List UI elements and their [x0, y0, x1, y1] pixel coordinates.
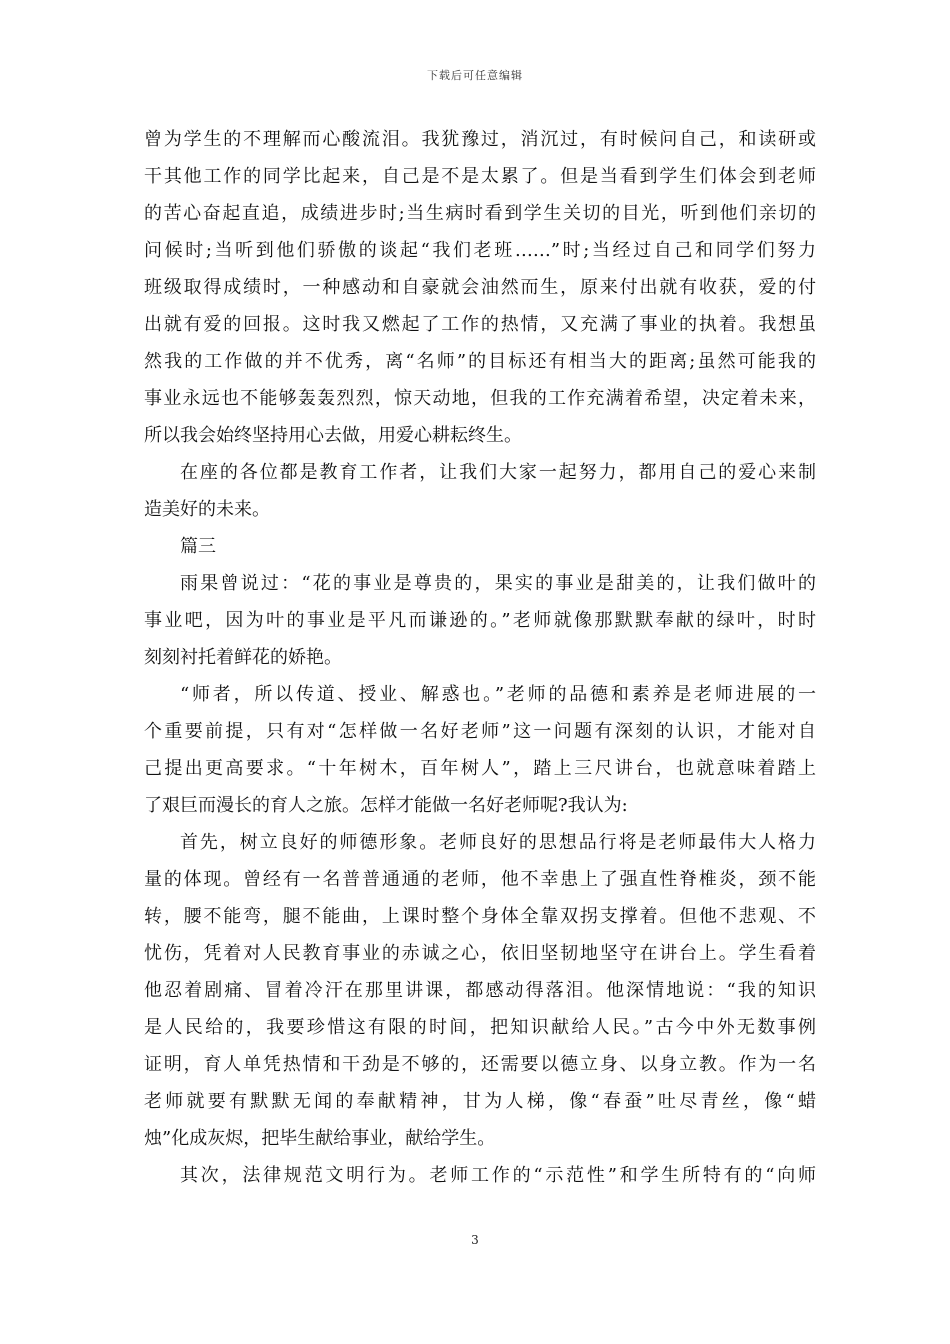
text-line: 问候时;当听到他们骄傲的谈起“我们老班……”时;当经过自己和同学们努力 — [144, 240, 816, 261]
text-line: 首先，树立良好的师德形象。老师良好的思想品行将是老师最伟大人格力 — [180, 832, 816, 853]
text-line: 是人民给的，我要珍惜这有限的时间，把知识献给人民。”古今中外无数事例 — [144, 1017, 816, 1038]
text-line: 证明，育人单凭热情和干劲是不够的，还需要以德立身、以身立教。作为一名 — [144, 1054, 816, 1075]
page-number: 3 — [471, 1233, 479, 1247]
text-line: 刻刻衬托着鲜花的娇艳。 — [144, 647, 342, 668]
text-line: 然我的工作做的并不优秀，离“名师”的目标还有相当大的距离;虽然可能我的 — [144, 351, 816, 372]
text-line: 忧伤，凭着对人民教育事业的赤诚之心，依旧坚韧地坚守在讲台上。学生看着 — [144, 943, 816, 964]
text-line: 干其他工作的同学比起来，自己是不是太累了。但是当看到学生们体会到老师 — [144, 166, 816, 187]
text-line: 事业永远也不能够轰轰烈烈，惊天动地，但我的工作充满着希望，决定着未来， — [144, 388, 816, 409]
body-text — [144, 121, 816, 1194]
section-heading: 篇三 — [180, 536, 216, 557]
text-line: 所以我会始终坚持用心去做，用爱心耕耘终生。 — [144, 425, 522, 446]
text-line: 在座的各位都是教育工作者，让我们大家一起努力，都用自己的爱心来制 — [180, 462, 816, 483]
text-line: “师者，所以传道、授业、解惑也。”老师的品德和素养是老师进展的一 — [180, 684, 816, 705]
text-line: 己提出更高要求。“十年树木，百年树人”，踏上三尺讲台，也就意味着踏上 — [144, 758, 816, 779]
text-line: 事业吧，因为叶的事业是平凡而谦逊的。”老师就像那默默奉献的绿叶，时时 — [144, 610, 816, 631]
text-line: 班级取得成绩时，一种感动和自豪就会油然而生，原来付出就有收获，爱的付 — [144, 277, 816, 298]
text-line: 量的体现。曾经有一名普普通通的老师，他不幸患上了强直性脊椎炎，颈不能 — [144, 869, 816, 890]
text-line: 出就有爱的回报。这时我又燃起了工作的热情，又充满了事业的执着。我想虽 — [144, 314, 816, 335]
text-line: 曾为学生的不理解而心酸流泪。我犹豫过，消沉过，有时候问自己，和读研或 — [144, 129, 816, 150]
text-line: 他忍着剧痛、冒着冷汗在那里讲课，都感动得落泪。他深情地说：“我的知识 — [144, 980, 816, 1001]
text-line: 的苦心奋起直追，成绩进步时;当生病时看到学生关切的目光，听到他们亲切的 — [144, 203, 816, 224]
text-line: 雨果曾说过：“花的事业是尊贵的，果实的事业是甜美的，让我们做叶的 — [180, 573, 816, 594]
text-line: 烛”化成灰烬，把毕生献给事业，献给学生。 — [144, 1128, 496, 1149]
text-line: 造美好的未来。 — [144, 499, 270, 520]
page-header: 下载后可任意编辑 — [427, 69, 523, 82]
text-line: 转，腰不能弯，腿不能曲，上课时整个身体全靠双拐支撑着。但他不悲观、不 — [144, 906, 816, 927]
text-line: 其次，法律规范文明行为。老师工作的“示范性”和学生所特有的“向师 — [180, 1165, 816, 1186]
text-line: 个重要前提，只有对“怎样做一名好老师”这一问题有深刻的认识，才能对自 — [144, 721, 816, 742]
text-line: 老师就要有默默无闻的奉献精神，甘为人梯，像“春蚕”吐尽青丝，像“蜡 — [144, 1091, 816, 1112]
text-line: 了艰巨而漫长的育人之旅。怎样才能做一名好老师呢?我认为: — [144, 795, 628, 816]
